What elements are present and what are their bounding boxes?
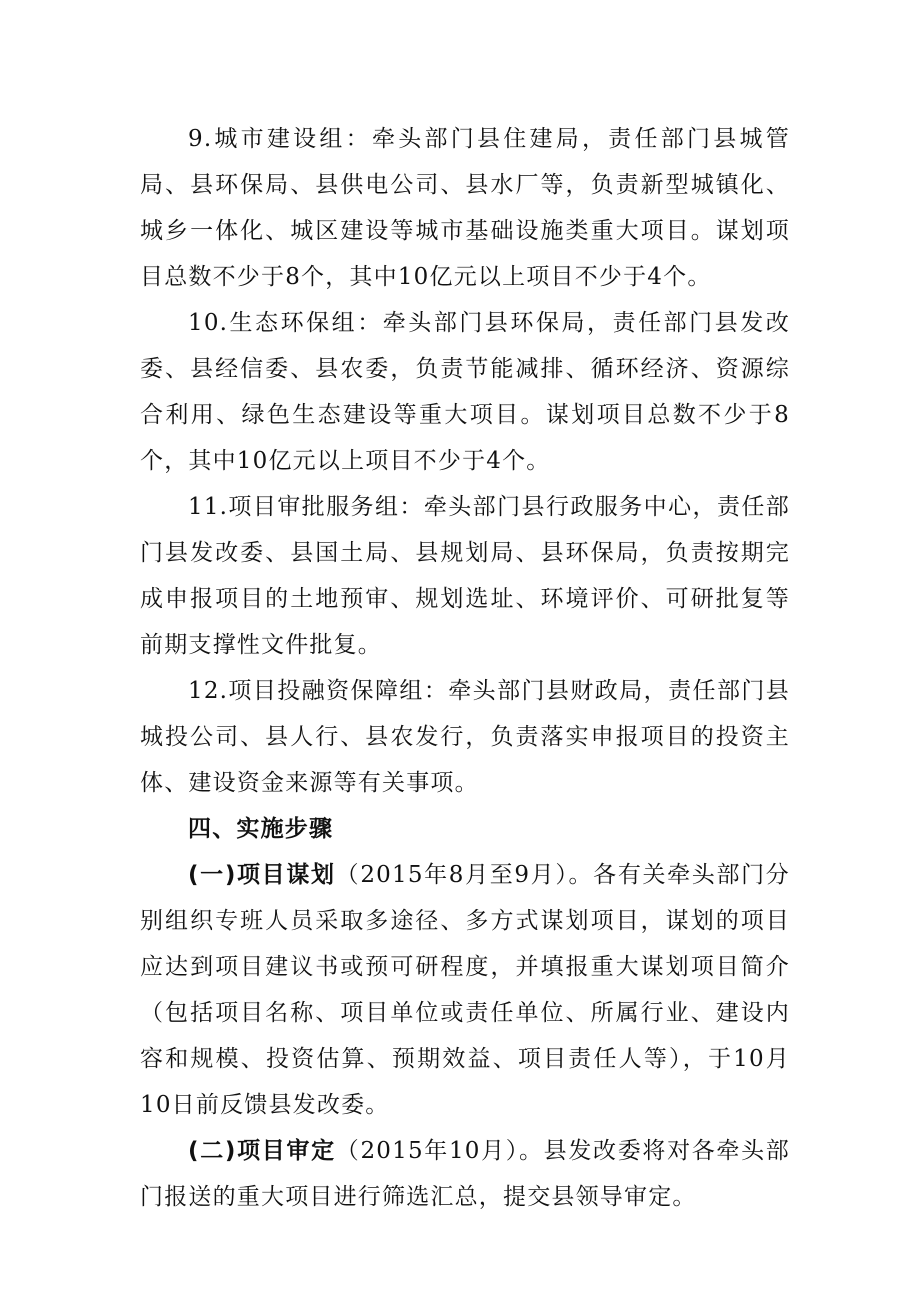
- paragraph-eco-environment-group: 10.生态环保组：牵头部门县环保局，责任部门县发改委、县经信委、县农委，负责节能减排、循环经济、资源综合利用、绿色生态建设等重大项目。谋划项目总数不少于8个，其中10亿元以上项目不少于4个。: [140, 310, 790, 474]
- paragraph-urban-construction-group: 9.城市建设组：牵头部门县住建局，责任部门县城管局、县环保局、县供电公司、县水厂等，负责新型城镇化、城乡一体化、城区建设等城市基础设施类重大项目。谋划项目总数不少于8个，其中10亿元以上项目不少于4个。: [140, 126, 790, 290]
- step-review-text: （2015年10月）。县发改委将对各牵头部门报送的重大项目进行筛选汇总，提交县领导审定。: [140, 1138, 790, 1210]
- section-heading-implementation-steps: 四、实施步骤: [188, 816, 334, 842]
- step-review-label: (二)项目审定: [188, 1138, 336, 1164]
- step-planning-text: （2015年8月至9月）。各有关牵头部门分别组织专班人员采取多途径、多方式谋划项目，谋划的项目应达到项目建议书或预可研程度，并填报重大谋划项目简介（包括项目名称、项目单位或责任单位、所属行业、建设内容和规模、投资估算、预期效益、项目责任人等），于10月10日前反馈县发改委。: [140, 862, 790, 1118]
- paragraph-financing-group: 12.项目投融资保障组：牵头部门县财政局，责任部门县城投公司、县人行、县农发行，负责落实申报项目的投资主体、建设资金来源等有关事项。: [140, 678, 790, 796]
- paragraph-step-review: [140, 1128, 790, 1220]
- paragraph-project-approval-group: 11.项目审批服务组：牵头部门县行政服务中心，责任部门县发改委、县国土局、县规划局、县环保局，负责按期完成申报项目的土地预审、规划选址、环境评价、可研批复等前期支撑性文件批复。: [140, 494, 790, 658]
- step-planning-label: (一)项目谋划: [188, 862, 336, 888]
- paragraph-step-planning: [140, 852, 790, 1128]
- document-page: [140, 116, 790, 1220]
